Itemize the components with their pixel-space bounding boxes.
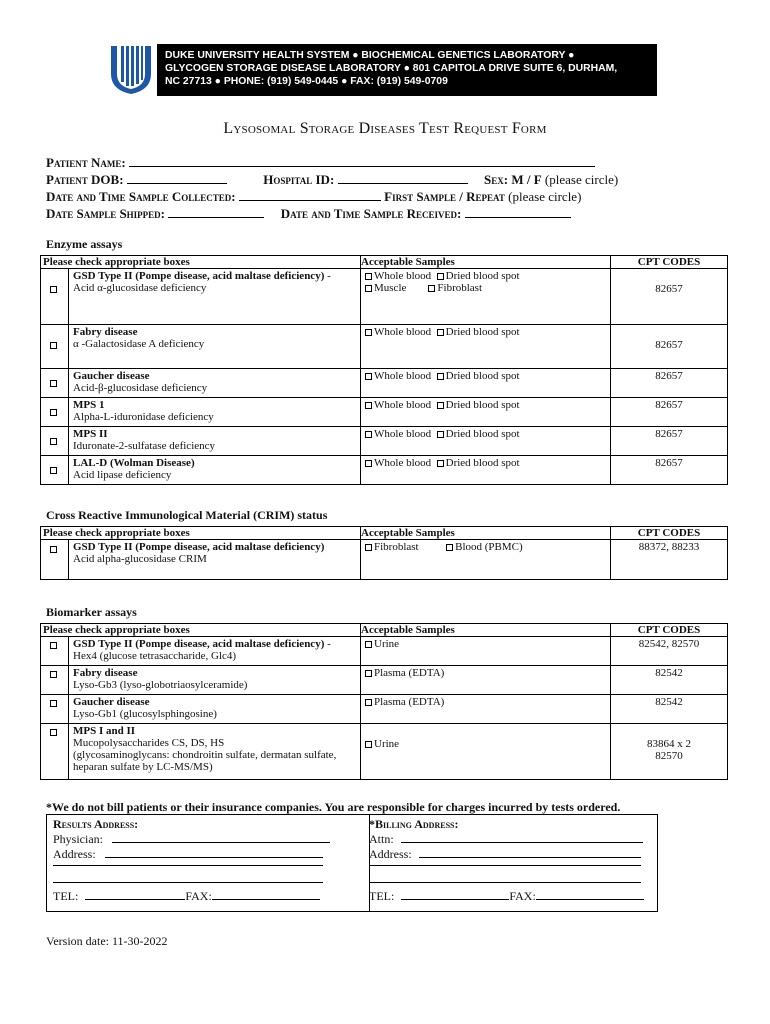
- table-row: [41, 369, 728, 398]
- cpt-code: [611, 724, 728, 780]
- header-line-1: DUKE UNIVERSITY HEALTH SYSTEM ● BIOCHEMICAL GENETICS LABORATORY ●: [165, 50, 575, 61]
- test-title: Gaucher disease: [73, 370, 150, 382]
- sample-fibroblast-checkbox[interactable]: [365, 544, 372, 551]
- test-subtitle: Lyso-Gb1 (glucosylsphingosine): [73, 708, 217, 720]
- cpt-header: CPT CODES: [611, 256, 728, 269]
- sample-whole-blood-checkbox[interactable]: [365, 329, 372, 336]
- test-title: MPS II: [73, 428, 108, 440]
- cpt-code: 82542: [611, 695, 728, 724]
- enzyme-gaucher-checkbox[interactable]: [50, 380, 57, 387]
- results-address-field[interactable]: [53, 847, 323, 862]
- sample-plasma-edta-checkbox[interactable]: [365, 699, 372, 706]
- sample-dried-blood-spot-checkbox[interactable]: [437, 373, 444, 380]
- sample-label: Blood (PBMC): [455, 541, 523, 553]
- sample-label: Plasma (EDTA): [374, 667, 445, 679]
- sample-label: Whole blood: [374, 428, 432, 440]
- title-suffix: -: [324, 638, 331, 650]
- test-subtitle: Lyso-Gb3 (lyso-globotriaosylceramide): [73, 679, 248, 691]
- sample-label: Dried blood spot: [445, 457, 520, 469]
- table-row: [41, 540, 728, 580]
- sample-whole-blood-checkbox[interactable]: [365, 460, 372, 467]
- billing-address-line-3[interactable]: [369, 882, 641, 883]
- test-subtitle: Acid α-glucosidase deficiency: [73, 282, 207, 294]
- sample-whole-blood-checkbox[interactable]: [365, 402, 372, 409]
- enzyme-fabry-checkbox[interactable]: [50, 342, 57, 349]
- table-row: [41, 666, 728, 695]
- sample-label: Fibroblast: [374, 541, 419, 553]
- crim-pompe-checkbox[interactable]: [50, 546, 57, 553]
- sample-dried-blood-spot-checkbox[interactable]: [437, 273, 444, 280]
- cpt-code: 82657: [611, 269, 728, 325]
- test-title: MPS I and II: [73, 725, 136, 737]
- sample-whole-blood-checkbox[interactable]: [365, 373, 372, 380]
- sample-blood-pbmc-checkbox[interactable]: [446, 544, 453, 551]
- billing-fax-field[interactable]: [509, 889, 643, 903]
- attn-label: Attn:: [369, 832, 394, 846]
- sample-received-label: Date and Time Sample Received:: [280, 206, 462, 221]
- version-date: Version date: 11-30-2022: [46, 934, 168, 948]
- table-row: [41, 398, 728, 427]
- sample-collected-field[interactable]: [46, 189, 381, 204]
- results-tel-fax-row: [53, 889, 320, 904]
- biomarker-fabry-checkbox[interactable]: [50, 671, 57, 678]
- sample-received-field[interactable]: [281, 206, 571, 221]
- table-row: [41, 269, 728, 325]
- samples-header: Acceptable Samples: [361, 527, 611, 540]
- table-header-row: [41, 527, 728, 540]
- cpt-header: CPT CODES: [611, 527, 728, 540]
- cpt-code-line-1: 83864 x 2: [647, 738, 691, 750]
- address-label: Address:: [53, 847, 96, 861]
- test-subtitle: Acid lipase deficiency: [73, 469, 172, 481]
- table-row: [41, 724, 728, 780]
- test-subtitle: α -Galactosidase A deficiency: [73, 338, 205, 350]
- address-label: Address:: [369, 847, 412, 861]
- check-header: Please check appropriate boxes: [41, 527, 361, 540]
- samples-header: Acceptable Samples: [361, 624, 611, 637]
- samples-header: Acceptable Samples: [361, 256, 611, 269]
- table-header-row: [41, 256, 728, 269]
- cpt-code-line-2: 82570: [655, 750, 683, 762]
- test-subtitle: Mucopolysaccharides CS, DS, HS: [73, 737, 225, 749]
- sample-label: Urine: [374, 738, 400, 750]
- check-header: Please check appropriate boxes: [41, 624, 361, 637]
- enzyme-mps2-checkbox[interactable]: [50, 438, 57, 445]
- sample-label: Fibroblast: [437, 282, 483, 294]
- physician-label: Physician:: [53, 832, 103, 846]
- header-line-3: NC 27713 ● PHONE: (919) 549-0445 ● FAX: (919) 549-0709: [165, 76, 448, 87]
- sample-plasma-edta-checkbox[interactable]: [365, 670, 372, 677]
- cpt-code: 88372, 88233: [611, 540, 728, 580]
- sample-shipped-row: [46, 206, 571, 222]
- tel-label: TEL:: [53, 889, 79, 903]
- first-repeat-field[interactable]: [384, 189, 581, 204]
- cpt-code: 82657: [611, 325, 728, 369]
- billing-address-line-2[interactable]: [369, 865, 641, 866]
- sample-label: Dried blood spot: [445, 270, 520, 282]
- patient-name-label: Patient Name:: [46, 155, 126, 170]
- cpt-code: 82657: [611, 427, 728, 456]
- sample-dried-blood-spot-checkbox[interactable]: [437, 402, 444, 409]
- sample-dried-blood-spot-checkbox[interactable]: [437, 329, 444, 336]
- sample-whole-blood-checkbox[interactable]: [365, 273, 372, 280]
- form-title: Lysosomal Storage Diseases Test Request Form: [223, 120, 547, 137]
- first-repeat-note: (please circle): [508, 189, 582, 204]
- sample-collected-label: Date and Time Sample Collected:: [46, 189, 236, 204]
- sex-note: (please circle): [544, 172, 619, 187]
- header-line-2: GLYCOGEN STORAGE DISEASE LABORATORY ● 801 CAPITOLA DRIVE SUITE 6, DURHAM,: [165, 63, 618, 74]
- biomarker-table: [40, 623, 728, 780]
- enzyme-pompe-checkbox[interactable]: [50, 286, 57, 293]
- address-box: [46, 814, 658, 912]
- enzyme-lald-checkbox[interactable]: [50, 467, 57, 474]
- test-title: Fabry disease: [73, 326, 138, 338]
- sample-shipped-label: Date Sample Shipped:: [46, 206, 166, 221]
- sample-label: Whole blood: [374, 399, 432, 411]
- sex-label: Sex: M / F: [484, 172, 542, 187]
- first-repeat-label: First Sample / Repeat: [384, 189, 505, 204]
- test-title: Gaucher disease: [73, 696, 150, 708]
- patient-name-field[interactable]: [46, 155, 595, 171]
- sample-label: Urine: [374, 638, 400, 650]
- sample-label: Plasma (EDTA): [374, 696, 445, 708]
- test-subtitle: Alpha-L-iduronidase deficiency: [73, 411, 214, 423]
- sample-dried-blood-spot-checkbox[interactable]: [437, 460, 444, 467]
- cpt-code: 82657: [611, 398, 728, 427]
- cpt-code: 82657: [611, 456, 728, 485]
- billing-tel-fax-row: [369, 889, 644, 904]
- sample-label: Whole blood: [374, 457, 432, 469]
- results-address-line-3[interactable]: [53, 882, 323, 883]
- test-title: MPS 1: [73, 399, 105, 411]
- enzyme-assays-table: [40, 255, 728, 485]
- test-title: GSD Type II (Pompe disease, acid maltase deficiency): [73, 270, 325, 282]
- sample-label: Muscle: [374, 282, 407, 294]
- biomarker-heading: Biomarker assays: [46, 605, 137, 619]
- results-tel-field[interactable]: [53, 889, 185, 903]
- biomarker-gaucher-checkbox[interactable]: [50, 700, 57, 707]
- table-row: [41, 427, 728, 456]
- cpt-code: 82657: [611, 369, 728, 398]
- test-subtitle-2: (glycosaminoglycans: chondroitin sulfate, dermatan sulfate,: [73, 749, 337, 761]
- sample-label: Whole blood: [374, 270, 432, 282]
- sex-field[interactable]: [484, 172, 618, 187]
- test-subtitle: Hex4 (glucose tetrasaccharide, Glc4): [73, 650, 237, 662]
- table-row: [41, 325, 728, 369]
- enzyme-assays-heading: Enzyme assays: [46, 237, 123, 251]
- crim-heading: Cross Reactive Immunological Material (CRIM) status: [46, 508, 328, 522]
- crim-table: [40, 526, 728, 580]
- results-address-heading: Results Address:: [53, 817, 139, 831]
- tel-label: TEL:: [369, 889, 395, 903]
- hospital-id-field[interactable]: [263, 172, 467, 187]
- billing-address-field[interactable]: [369, 847, 641, 862]
- results-fax-field[interactable]: [185, 889, 319, 903]
- billing-tel-field[interactable]: [369, 889, 509, 903]
- test-title: GSD Type II (Pompe disease, acid maltase deficiency): [73, 638, 325, 650]
- patient-dob-field[interactable]: [46, 172, 227, 187]
- sample-label: Dried blood spot: [445, 428, 520, 440]
- table-header-row: [41, 624, 728, 637]
- fax-label: FAX:: [509, 889, 536, 903]
- test-title: Fabry disease: [73, 667, 138, 679]
- sample-urine-checkbox[interactable]: [365, 741, 372, 748]
- lab-header-banner: [157, 44, 657, 96]
- table-row: [41, 637, 728, 666]
- fax-label: FAX:: [185, 889, 212, 903]
- biomarker-mps-checkbox[interactable]: [50, 729, 57, 736]
- cpt-header: CPT CODES: [611, 624, 728, 637]
- table-row: [41, 456, 728, 485]
- sample-muscle-checkbox[interactable]: [365, 285, 372, 292]
- results-physician-field[interactable]: [53, 832, 330, 847]
- sample-urine-checkbox[interactable]: [365, 641, 372, 648]
- sample-label: Dried blood spot: [445, 326, 520, 338]
- enzyme-mps1-checkbox[interactable]: [50, 409, 57, 416]
- hospital-id-label: Hospital ID:: [263, 172, 335, 187]
- sample-shipped-field[interactable]: [46, 206, 264, 221]
- sample-label: Dried blood spot: [445, 370, 520, 382]
- test-subtitle: Acid-β-glucosidase deficiency: [73, 382, 208, 394]
- sample-label: Dried blood spot: [445, 399, 520, 411]
- title-suffix: -: [324, 270, 331, 282]
- sample-collected-row: [46, 189, 581, 205]
- sample-whole-blood-checkbox[interactable]: [365, 431, 372, 438]
- duke-health-logo: [108, 44, 155, 96]
- test-title: GSD Type II (Pompe disease, acid maltase deficiency): [73, 541, 325, 553]
- sample-label: Whole blood: [374, 326, 432, 338]
- sample-label: Whole blood: [374, 370, 432, 382]
- cpt-code: 82542: [611, 666, 728, 695]
- check-header: Please check appropriate boxes: [41, 256, 361, 269]
- patient-dob-label: Patient DOB:: [46, 172, 124, 187]
- cpt-code: 82542, 82570: [611, 637, 728, 666]
- billing-attn-field[interactable]: [369, 832, 643, 847]
- billing-notice: *We do not bill patients or their insurance companies. You are responsible for charges incurred by tests ordered.: [46, 800, 621, 814]
- sample-dried-blood-spot-checkbox[interactable]: [437, 431, 444, 438]
- results-address-line-2[interactable]: [53, 865, 323, 866]
- sample-fibroblast-checkbox[interactable]: [428, 285, 435, 292]
- biomarker-pompe-checkbox[interactable]: [50, 642, 57, 649]
- test-subtitle-3: heparan sulfate by LC-MS/MS): [73, 761, 213, 773]
- test-title: LAL-D (Wolman Disease): [73, 457, 195, 469]
- test-subtitle: Iduronate-2-sulfatase deficiency: [73, 440, 216, 452]
- billing-address-heading: *Billing Address:: [369, 817, 459, 831]
- patient-dob-row: [46, 172, 618, 188]
- table-row: [41, 695, 728, 724]
- test-subtitle: Acid alpha-glucosidase CRIM: [73, 553, 207, 565]
